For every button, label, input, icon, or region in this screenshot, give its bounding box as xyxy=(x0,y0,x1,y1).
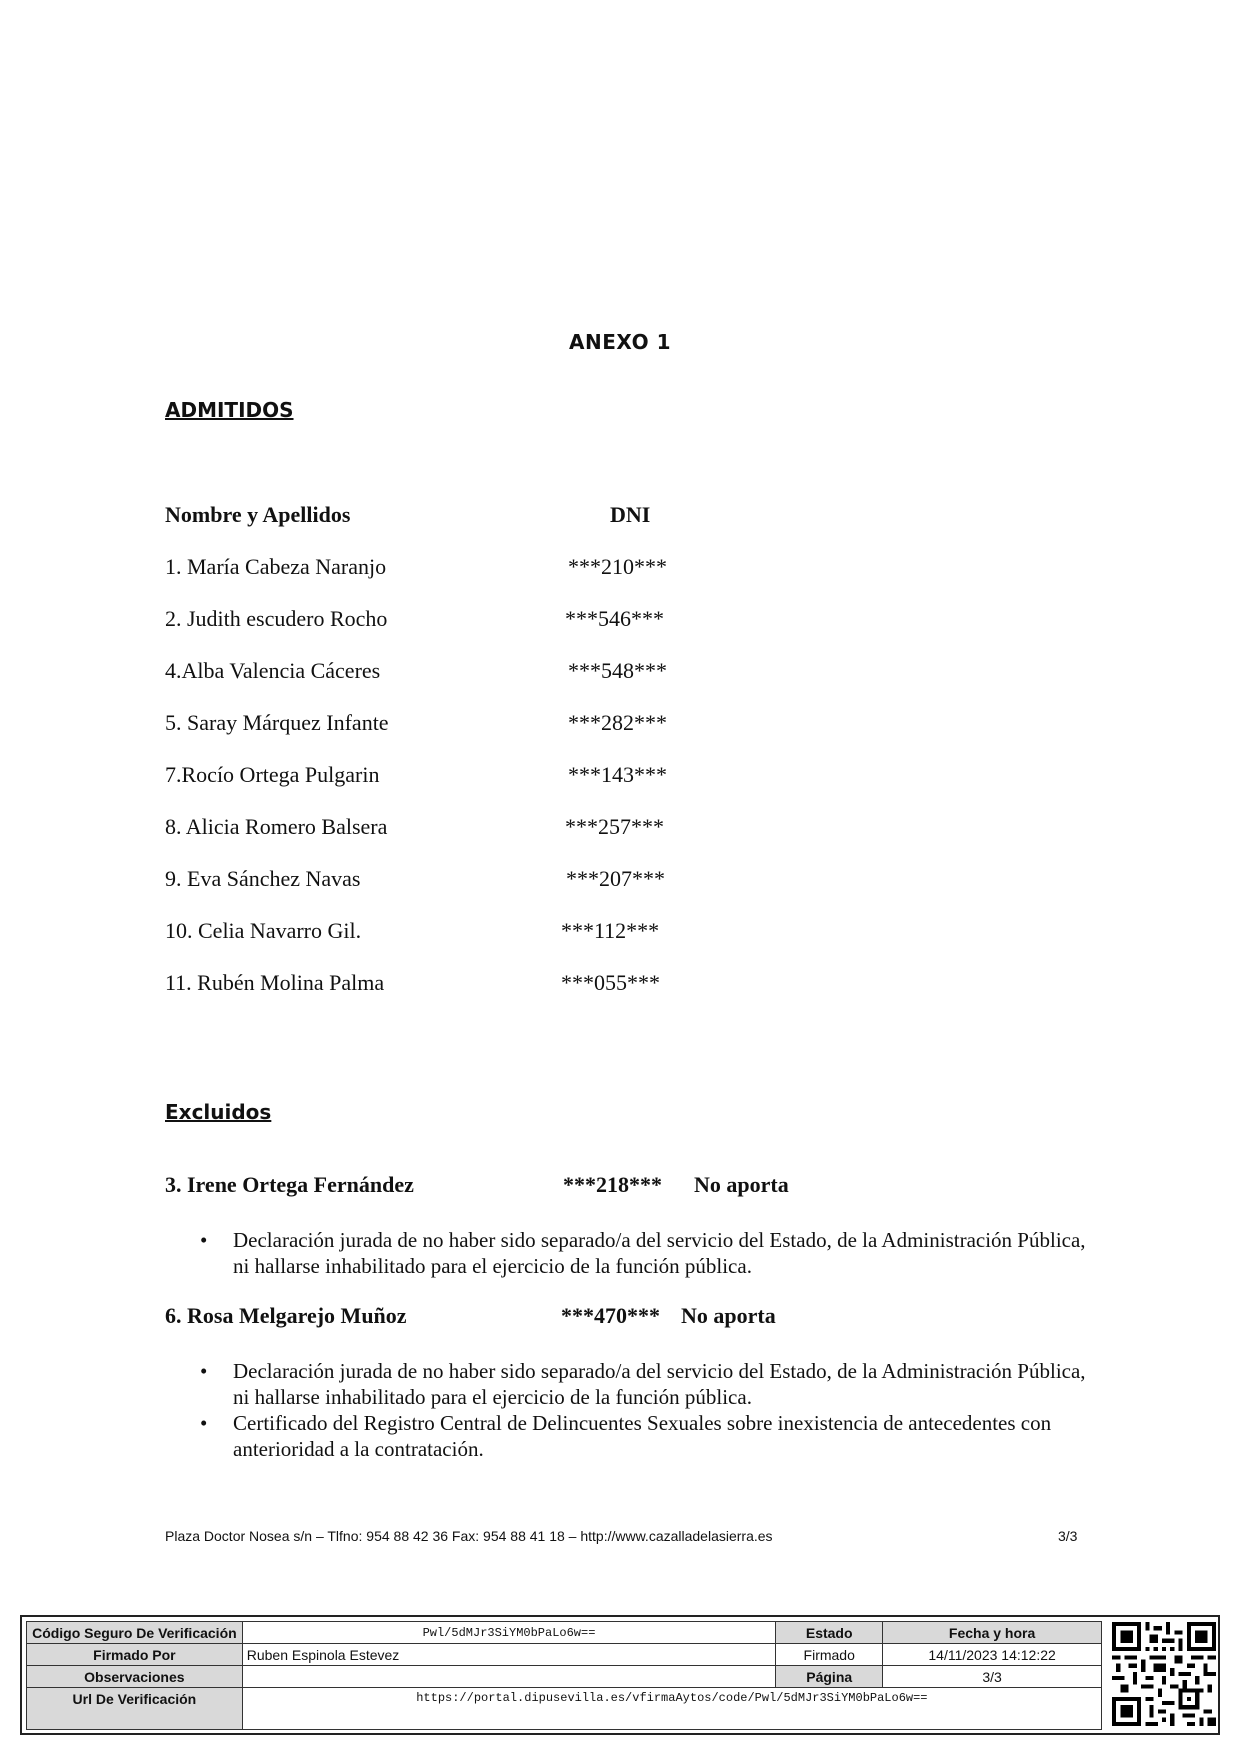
column-header-dni: DNI xyxy=(610,502,651,527)
pagina-value: 3/3 xyxy=(883,1666,1102,1688)
csv-value: Pwl/5dMJr3SiYM0bPaLo6w== xyxy=(242,1622,776,1644)
page-number: 3/3 xyxy=(1058,1528,1078,1544)
admitido-dni: ***207*** xyxy=(566,866,665,891)
estado-value: Firmado xyxy=(776,1644,883,1666)
admitido-name: 8. Alicia Romero Balsera xyxy=(165,814,388,839)
estado-label: Estado xyxy=(776,1622,883,1644)
pagina-label: Página xyxy=(776,1666,883,1688)
admitido-dni: ***282*** xyxy=(568,710,667,735)
admitido-name: 11. Rubén Molina Palma xyxy=(165,970,385,995)
observaciones-label: Observaciones xyxy=(27,1666,243,1688)
csv-label: Código Seguro De Verificación xyxy=(27,1622,243,1644)
excluido-missing-documents xyxy=(200,1227,1100,1279)
excluido-name: 6. Rosa Melgarejo Muñoz xyxy=(165,1303,407,1328)
observaciones-value xyxy=(242,1666,776,1688)
footer-address: Plaza Doctor Nosea s/n – Tlfno: 954 88 42 36 Fax: 954 88 41 18 – http://www.cazalladelasierra.es xyxy=(165,1528,773,1544)
excluido-missing-documents xyxy=(200,1358,1100,1462)
missing-document-item: • Declaración jurada de no haber sido separado/a del servicio del Estado, de la Administración Pública, ni hallarse inhabilitado para el ejercicio de la función pública. xyxy=(200,1227,1100,1279)
admitido-dni: ***055*** xyxy=(561,970,660,995)
admitido-name: 2. Judith escudero Rocho xyxy=(165,606,388,631)
column-header-name: Nombre y Apellidos xyxy=(165,502,351,527)
excluido-dni: ***470*** xyxy=(561,1303,660,1328)
fecha-value: 14/11/2023 14:12:22 xyxy=(883,1644,1102,1666)
excluido-dni: ***218*** xyxy=(563,1172,662,1197)
excluido-status: No aporta xyxy=(694,1172,789,1197)
admitido-name: 4.Alba Valencia Cáceres xyxy=(165,658,381,683)
admitido-dni: ***143*** xyxy=(568,762,667,787)
excluidos-heading: Excluidos xyxy=(165,1100,272,1124)
excluido-name: 3. Irene Ortega Fernández xyxy=(165,1172,414,1197)
admitido-dni: ***257*** xyxy=(565,814,664,839)
admitido-name: 10. Celia Navarro Gil. xyxy=(165,918,362,943)
signature-box xyxy=(20,1615,1220,1735)
missing-document-item: • Declaración jurada de no haber sido separado/a del servicio del Estado, de la Administración Pública, ni hallarse inhabilitado para el ejercicio de la función pública. xyxy=(200,1358,1100,1410)
admitido-name: 9. Eva Sánchez Navas xyxy=(165,866,361,891)
admitido-name: 1. María Cabeza Naranjo xyxy=(165,554,387,579)
excluido-status: No aporta xyxy=(681,1303,776,1328)
fecha-label: Fecha y hora xyxy=(883,1622,1102,1644)
signature-table xyxy=(26,1621,1102,1730)
missing-document-item: • Certificado del Registro Central de Delincuentes Sexuales sobre inexistencia de antecedentes con anterioridad a la contratación. xyxy=(200,1410,1100,1462)
url-label: Url De Verificación xyxy=(27,1688,243,1730)
admitido-name: 7.Rocío Ortega Pulgarin xyxy=(165,762,380,787)
firmado-por-label: Firmado Por xyxy=(27,1644,243,1666)
url-value[interactable]: https://portal.dipusevilla.es/vfirmaAytos/code/Pwl/5dMJr3SiYM0bPaLo6w== xyxy=(242,1688,1101,1730)
admitido-dni: ***548*** xyxy=(568,658,667,683)
admitidos-heading: ADMITIDOS xyxy=(165,398,294,422)
admitido-dni: ***546*** xyxy=(565,606,664,631)
admitido-name: 5. Saray Márquez Infante xyxy=(165,710,389,735)
qr-code-icon xyxy=(1112,1622,1216,1726)
annex-title: ANEXO 1 xyxy=(569,330,671,354)
firmado-por-value: Ruben Espinola Estevez xyxy=(242,1644,776,1666)
admitido-dni: ***112*** xyxy=(561,918,660,943)
admitido-dni: ***210*** xyxy=(568,554,667,579)
